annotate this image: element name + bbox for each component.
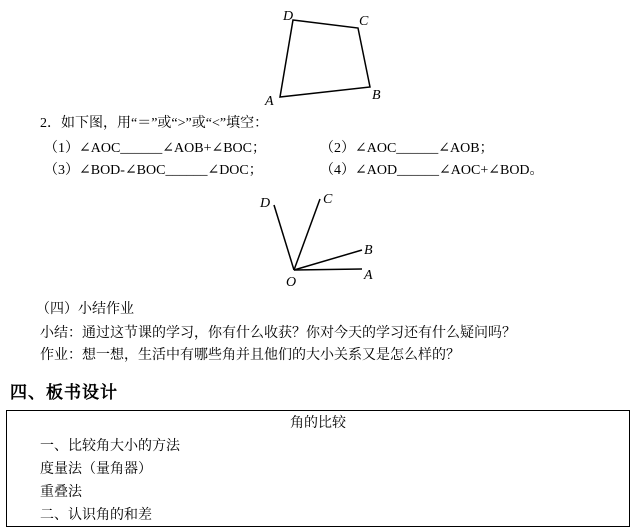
label-A: A bbox=[265, 94, 274, 109]
board-line-4: 二、认识角的和差 bbox=[40, 507, 152, 523]
ray-OD bbox=[274, 205, 294, 270]
ray-OB bbox=[294, 250, 362, 270]
label-O: O bbox=[286, 275, 297, 290]
label-D: D bbox=[283, 9, 294, 24]
item-number: （3） bbox=[44, 163, 79, 178]
question-2-prompt: 2．如下图，用“＝”或“>”或“<”填空： bbox=[40, 116, 269, 131]
question-2-item-4 bbox=[320, 162, 544, 180]
item-number: （4） bbox=[320, 163, 355, 178]
section-4-title: 四、板书设计 bbox=[10, 383, 118, 403]
ray-OC bbox=[294, 199, 320, 270]
item-text: ∠AOC______∠AOB+∠BOC； bbox=[79, 141, 266, 156]
item-number: （1） bbox=[44, 141, 79, 156]
ray-OA bbox=[294, 269, 362, 270]
label-D: D bbox=[260, 196, 271, 211]
board-line-3: 重叠法 bbox=[40, 484, 82, 500]
board-line-2: 度量法（量角器） bbox=[40, 461, 152, 477]
summary-line-1: 小结：通过这节课的学习，你有什么收获？你对今天的学习还有什么疑问吗？ bbox=[40, 325, 516, 341]
item-text: ∠BOD-∠BOC______∠DOC； bbox=[79, 163, 263, 178]
board-title: 角的比较 bbox=[290, 415, 346, 431]
summary-heading: （四）小结作业 bbox=[36, 301, 134, 317]
label-B: B bbox=[372, 88, 381, 103]
board-design-box bbox=[6, 410, 630, 527]
quadrilateral-shape bbox=[280, 20, 370, 97]
summary-line-2: 作业：想一想，生活中有哪些角并且他们的大小关系又是怎么样的？ bbox=[40, 347, 460, 363]
label-B: B bbox=[364, 243, 373, 258]
question-2-item-1 bbox=[44, 140, 266, 158]
label-A: A bbox=[364, 268, 373, 283]
label-C: C bbox=[359, 14, 369, 29]
item-text: ∠AOD______∠AOC+∠BOD。 bbox=[355, 163, 544, 178]
question-2-item-3 bbox=[44, 162, 263, 180]
quadrilateral-figure bbox=[255, 0, 395, 112]
label-C: C bbox=[323, 192, 333, 207]
board-line-1: 一、比较角大小的方法 bbox=[40, 438, 180, 454]
question-2-item-2 bbox=[320, 140, 494, 158]
angle-rays-figure bbox=[250, 185, 390, 290]
item-number: （2） bbox=[320, 141, 355, 156]
item-text: ∠AOC______∠AOB； bbox=[355, 141, 494, 156]
